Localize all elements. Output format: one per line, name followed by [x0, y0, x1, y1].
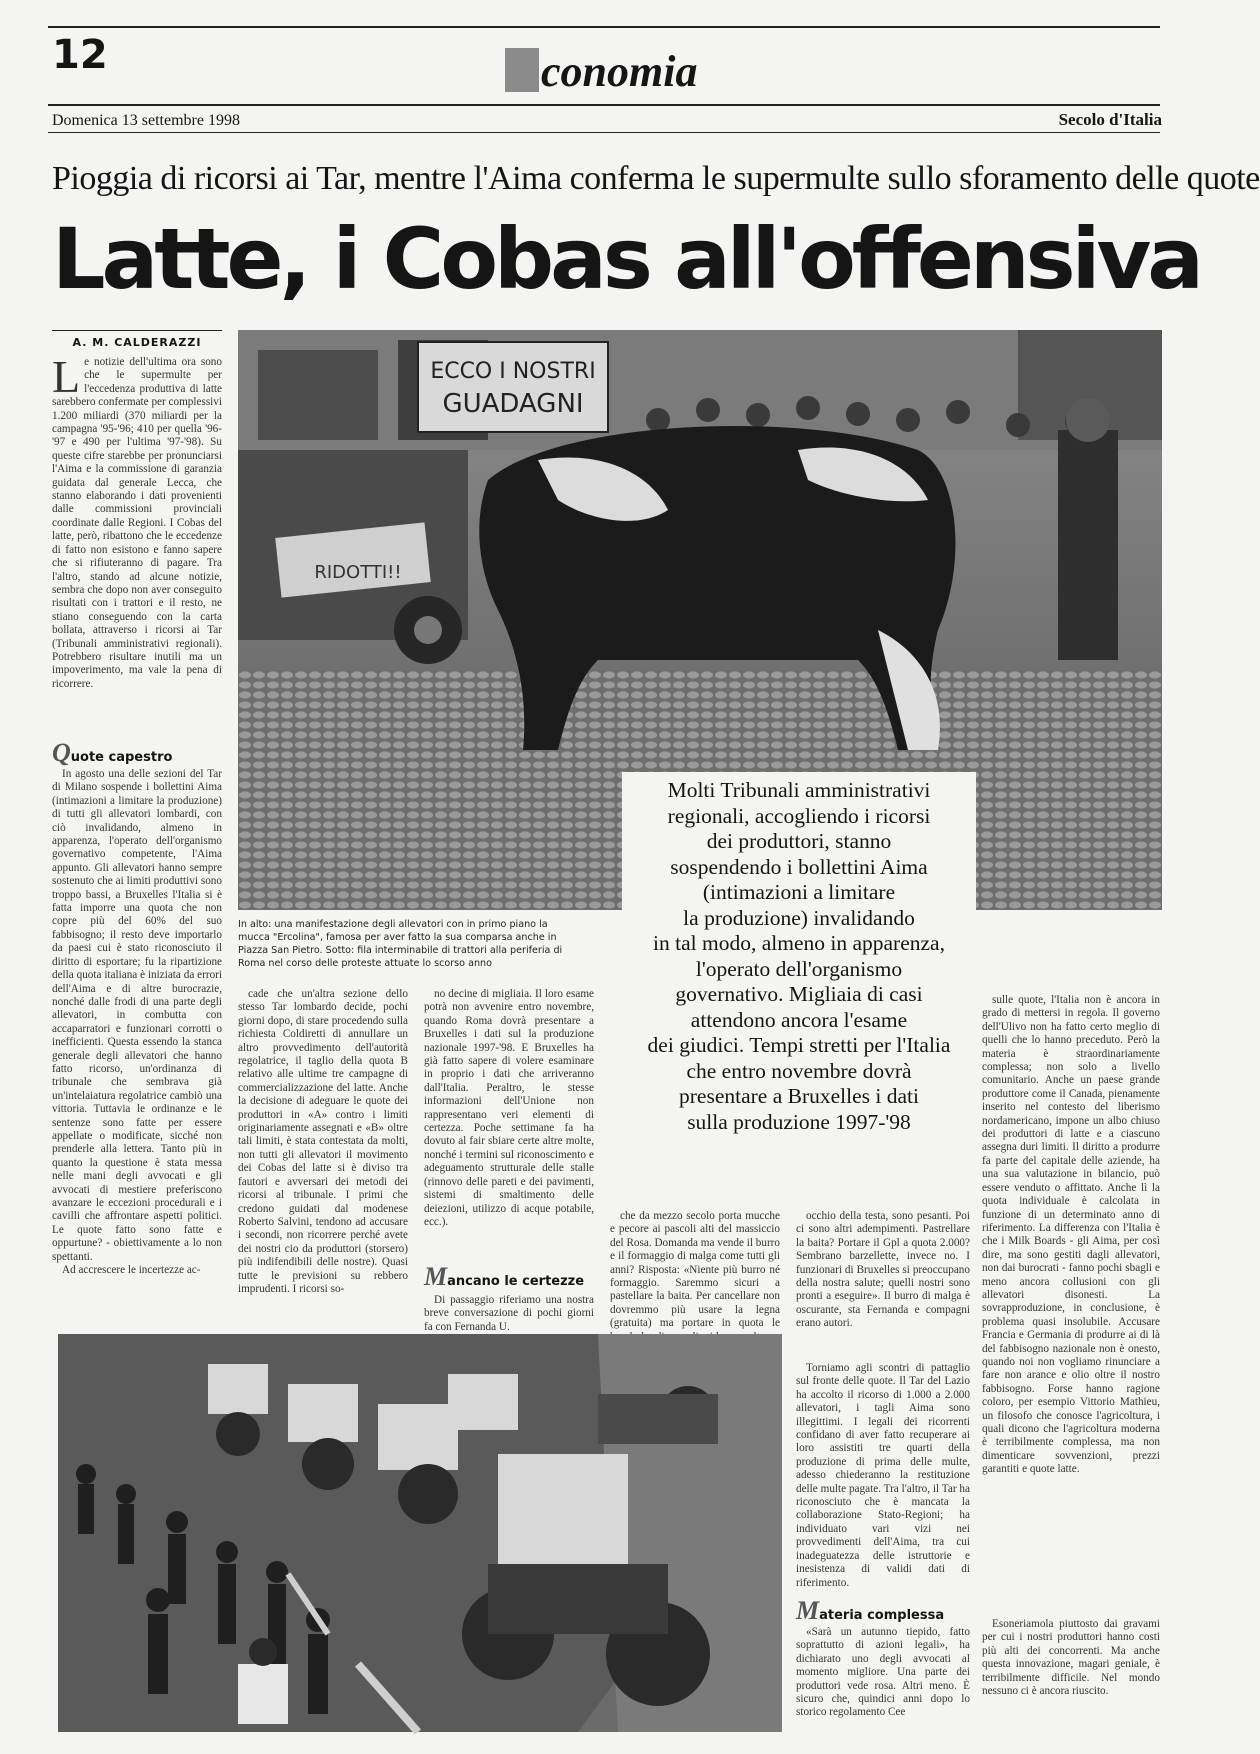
- dateline: Domenica 13 settembre 1998: [52, 112, 240, 129]
- pull-quote-line: sulla produzione 1997-'98: [687, 1109, 911, 1134]
- subhead-materia-complessa: [796, 1596, 944, 1626]
- pull-quote-line: la produzione) invalidando: [683, 905, 915, 930]
- subhead-initial: Q: [52, 738, 71, 767]
- tractor-sign: RIDOTTI!!: [314, 562, 402, 583]
- pull-quote-line: Molti Tribunali amministrativi: [667, 778, 931, 802]
- pull-quote-line: dei giudici. Tempi stretti per l'Italia: [647, 1033, 951, 1057]
- page-number: 12: [52, 32, 108, 78]
- subhead-text: ancano le certezze: [447, 1274, 585, 1289]
- header-rule: [48, 104, 1160, 106]
- column-2-body: [238, 988, 408, 1322]
- pull-quote-line: in tal modo, almeno in apparenza,: [653, 931, 945, 955]
- kicker: Pioggia di ricorsi ai Tar, mentre l'Aima conferma le supermulte sullo sforamento delle quote: [52, 160, 1260, 197]
- pull-quote-line: (intimazioni a limitare: [702, 880, 896, 904]
- paragraph: Esoneriamola piuttosto dai gravami per cui i nostri produttori hanno costi più alti dei concorrenti. Ma anche questa innovazione, magari geniale, è terribilmente difficile. Nel mondo nessuno ci è ancora riuscito.: [982, 1618, 1160, 1698]
- subhead-text: ateria complessa: [819, 1608, 945, 1623]
- lead-column: [52, 351, 222, 730]
- column-3b-body: [610, 1210, 780, 1334]
- column-4-body-2: [796, 1362, 970, 1588]
- paragraph: no decine di migliaia. Il loro esame potrà non avvenire entro novembre, quando Roma dovrà presentare a Bruxelles i dati sul la produzione nazionale 1997-'98. E Bruxelles ha già fatto sapere di volere esaminare in proprio i dati che arriveranno dall'Italia. Peraltro, le stesse informazioni dell'Unione non rappresentano veri elementi di certezza. Poche settimane fa ha dovuto al fair sbiare certe altre molte, nonché i termini sul riconoscimento e adeguamento strutturale delle stalle (rinnovo delle pareti e dei pavimenti, sistemi di smaltimento delle deiezioni, utilizzo di acque potabile, ecc.).: [424, 988, 594, 1228]
- section-title-text: conomia: [541, 47, 698, 96]
- protest-sign-line1: ECCO I NOSTRI: [430, 359, 596, 384]
- section-initial-block: [505, 48, 539, 92]
- photo-tractors: [58, 1334, 782, 1732]
- pull-quote-line: dei produttori, stanno: [706, 829, 892, 853]
- headline: Latte, i Cobas all'offensiva: [52, 210, 1200, 308]
- paragraph: Di passaggio riferiamo una nostra breve conversazione di pochi giorni fa con Fernanda U.: [424, 1294, 594, 1333]
- lead-text: e notizie dell'ultima ora sono che le supermulte per l'eccedenza produttiva di latte sarebbero confermate per complessivi 1.200 miliardi (370 miliardi per la campagna '95-'96; 410 per quella '96-'97 e 490 per l'ultima '97-'98). Su queste cifre starebbe per pronunciarsi l'Aima e la commissione di garanzia guidata dal generale Lecca, che stanno elaborando i dati provenienti dalle commissioni provinciali coordinate dalle Regioni. I Cobas del latte, però, ribattono che le eccedenze di fatto non esistono e fanno sapere che si rifiuteranno di pagare. Tra l'altro, stando ad alcune notizie, sembra che dopo non aver conseguito risultati con i trattori e il resto, ne stiano conseguendo con la carta bollata, attraverso i ricorsi ai Tar (Tribunali amministrativi regionali). Potrebbero risultare inutili ma un impoverimento, ma vale la pena di ricorrere.: [52, 356, 222, 690]
- byline: A. M. CALDERAZZI: [72, 336, 202, 349]
- subhead-initial: M: [796, 1596, 820, 1625]
- paragraph: occhio della testa, sono pesanti. Poi ci sono altri adempimenti. Pastrellare la baita? Portare il Gpl a quota 2.000? Sembrano barzellette, invece no. I funzionari di Bruxelles si preoccupano della nostra salute; quelli nostri sono pronti a eseguire». Il burro di malga è oscurante, sta Fernanda e compagni erano autori.: [796, 1210, 970, 1330]
- paragraph: sulle quote, l'Italia non è ancora in grado di mettersi in regola. Il governo dell'Ulivo non ha fatto certo meglio di quelli che lo hanno preceduto. Però la materia è straordinariamente complessa; non solo a livello comunitario. Anche un paese grande produttore come il Canada, pienamente inserito nel contesto del liberismo nordamericano, impone un albo chiuso dei produttori di latte e a ciascuno assegna duri limiti. Il diritto a produrre fa parte del capitale delle aziende, ha una sua valutazione in bilancio, può essere venduto o affittato. Anche lì la quota individuale è calcolata in funzione di un determinato anno di riferimento. La differenza con l'Italia è che i Milk Boards - gli Aima, per così dire, ma sono gestiti dagli allevatori, non dai burocrati - fanno pochi sbagli e meno ancora collusioni con gli allevatori disonesti. La sovrapproduzione, in conclusione, è problema quasi insolubile. Accusare Francia e Germania di produrre ai di là del fabbisogno nazionale non è onesto, quando noi non vogliamo rinunciare a fare non arance e olio oltre il nostro fabbisogno. Forse hanno ragione coloro, per esempio Vittorio Mathieu, un filosofo che conosce l'agricoltura, i quali dicono che l'agricoltura moderna è terribilmente complessa, ma non dimenticare sovvenzioni, prezzi garantiti e quote latte.: [982, 994, 1160, 1476]
- column-5-body: [982, 994, 1160, 1614]
- column-5-tail: [982, 1618, 1160, 1734]
- pull-quote-line: l'operato dell'organismo: [695, 956, 903, 981]
- pull-quote-line: sospendendo i bollettini Aima: [670, 854, 928, 879]
- subhead-text: uote capestro: [70, 750, 173, 765]
- subhead-quote-capestro: [52, 738, 172, 768]
- column-1-body: [52, 768, 222, 1316]
- subhead-mancano-certezze: [424, 1262, 584, 1292]
- column-3-tail: [424, 1294, 594, 1334]
- pull-quote-line: presentare a Bruxelles i dati: [679, 1084, 919, 1108]
- photo-caption: In alto: una manifestazione degli allevatori con in primo piano la mucca "Ercolina", famosa per aver fatto la sua comparsa anche in Piazza San Pietro. Sotto: fila interminabile di trattori alla periferia di Roma nel corso delle proteste attuate lo scorso anno: [238, 919, 563, 969]
- column-3-body: [424, 988, 594, 1228]
- masthead: Secolo d'Italia: [1058, 110, 1162, 129]
- byline-rule: [52, 330, 222, 331]
- photo-tractors-drawing: [58, 1334, 782, 1732]
- paragraph: che da mezzo secolo porta mucche e pecore ai pascoli alti del massiccio del Rosa. Domanda ma vende il burro e il formaggio di malga come tutti gli anni? Risposta: «Niente più burro né formaggio. Saremmo sicuri a pastellare la baita. Per cancellare non dovremmo più usare la legna (gratuita) ma portare in quota le: [610, 1210, 780, 1330]
- subhead-initial: M: [424, 1262, 448, 1291]
- pull-quote: [622, 772, 976, 1135]
- paragraph: In agosto una delle sezioni del Tar di Milano sospende i bollettini Aima (intimazioni a limitare la produzione) di tutti gli allevatori lombardi, con ciò invalidando, almeno in apparenza, l'operato dell'organismo governativo competente, l'Aima appunto. Gli allevatori hanno sempre sostenuto che ai limiti produttivi sono troppo bassi, a Bruxelles l'Italia si è fatta imporre una quota che non copre più del 60% del suo fabbisogno; il resto deve importarlo da paesi cui è stato riconosciuto il diritto di esportare; fu la ripartizione della quota italiana è iniziata da errori dell'Aima e di altre burocrazie, nonché dalle frodi di una parte degli allevatori, in combutta con accaparratori e funzionari corrotti o inefficienti. Questa essendo la stanca generale degli allevatori che hanno fatto ricorso, un'ordinanza di tribunale che sembrava già un'intelaiatura regolatrice cambiò una vittoria. Tuttavia le ordinanze e le sentenze sono fatte per essere appellate o modificate, sicché non prenderle alla lettera. Tanto più in quanto la questione è stata messa nelle mani degli avvocati e gli avvocati di mestiere preferiscono avanzare le eccezioni procedurali e i cavilli che affrontare aspetti politici. Le quote fatto sono fatte e oppurtune? - obiettivamente a lo non spettanti.: [52, 768, 222, 1263]
- pull-quote-line: governativo. Migliaia di casi: [675, 982, 923, 1006]
- section-title: [505, 46, 697, 97]
- pull-quote-line: regionali, accogliendo i ricorsi: [667, 803, 931, 828]
- paragraph: Ad accrescere le incertezze ac-: [62, 1264, 201, 1277]
- pull-quote-line: che entro novembre dovrà: [686, 1058, 912, 1083]
- pull-quote-line: attendono ancora l'esame: [690, 1007, 908, 1032]
- top-rule: [48, 26, 1160, 28]
- paragraph: Torniamo agli scontri di pattaglio sul fronte delle quote. Il Tar del Lazio ha accolto il ricorso di 1.000 a 2.000 allevatori, i tagli Aima sono illegittimi. I legali dei ricorrenti confidano di aver fatto recuperare ai loro assistiti tre quarti della produzione di prima delle multe, adesso chiederanno la restituzione delle multe pagate. Tra l'altro, il Tar ha riconosciuto che è mancata la collaborazione Stato-Regioni; ha individuato vari vizi nei provvedimenti dell'Aima, tra cui inadeguatezza delle istruttorie e inesistenza di validi dati di riferimento.: [796, 1362, 970, 1589]
- column-4-tail: [796, 1626, 970, 1734]
- paragraph: «Sarà un autunno tiepido, fatto soprattutto di azioni legali», ha dichiarato uno degli avvocati al momento migliore. Una parte dei produttori vede rosa. Altri meno. È sicuro che, quindici anni dopo lo storico regolamento Cee: [796, 1626, 970, 1719]
- paragraph: cade che un'altra sezione dello stesso Tar lombardo decide, pochi giorni dopo, di stare procedendo sulla richiesta Coldiretti di annullare un altro provvedimento dell'autorità regolatrice, il taglio della quota B relativo alle ultime tre campagne di commercializzazione del latte. Anche la decisione di adeguare le quote dei produttori in «A» contro i limiti originariamente assegnati e «B» oltre tali limiti, è stata contestata da molti, non tutti gli allevatori il movimento dei Cobas del latte si è diviso tra fautori e avversari dei metodi dei ricorsi al tribunale. I primi che credono guidati dal modenese Roberto Salvini, tendono ad accusare i secondi, non ricorrere perché avete dei nostri cio da produttori (storsero) più indifendibili delle nostre). Quasi tutte le previsioni su rebbero imprudenti. I ricorsi so-: [238, 988, 408, 1295]
- column-4-body: [796, 1210, 970, 1358]
- dateline-rule: [48, 132, 1160, 133]
- lead-dropcap: L: [52, 351, 81, 402]
- protest-sign-line2: GUADAGNI: [442, 389, 584, 419]
